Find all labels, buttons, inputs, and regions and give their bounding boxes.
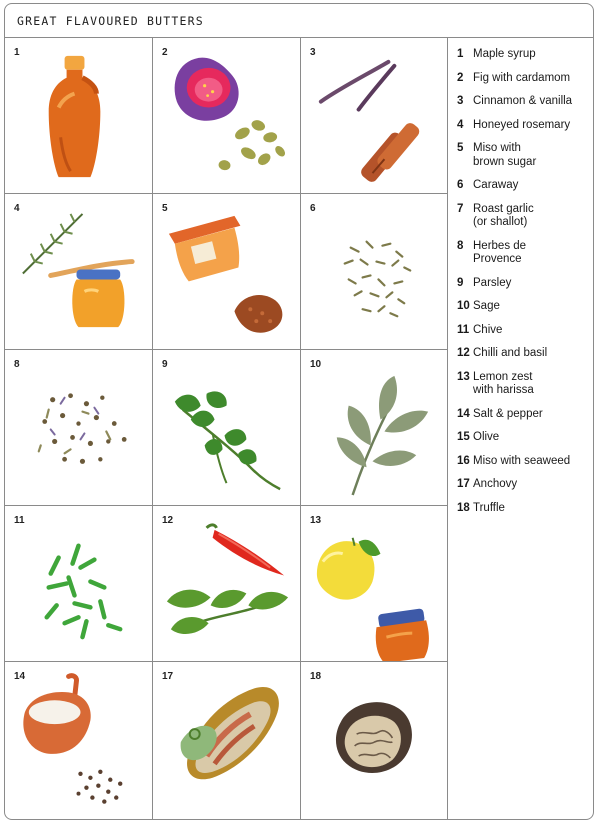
cell-number: 4 xyxy=(14,203,20,214)
legend-item xyxy=(457,408,593,422)
legend-number: 2 xyxy=(457,71,464,84)
legend-item xyxy=(457,72,593,86)
truffle-icon xyxy=(301,662,447,820)
grid-cell-3 xyxy=(301,38,448,194)
grid-cell-4 xyxy=(5,194,153,350)
legend-number: 5 xyxy=(457,142,464,154)
legend-item xyxy=(457,179,593,193)
grid-cell-11 xyxy=(5,506,153,662)
legend-number: 4 xyxy=(457,118,464,131)
legend-item xyxy=(457,119,593,133)
legend-label: Truffle xyxy=(473,501,505,514)
grid-cell-8 xyxy=(5,350,153,506)
legend-label: Maple syrup xyxy=(473,48,536,60)
legend-item xyxy=(457,142,593,169)
chilli-basil-icon xyxy=(153,506,300,661)
legend-label: Herbes de Provence xyxy=(473,239,527,265)
cell-number: 6 xyxy=(310,203,316,214)
legend-number: 18 xyxy=(457,501,470,514)
lemon-harissa-icon xyxy=(301,506,447,661)
legend-number: 7 xyxy=(457,202,464,215)
legend-item xyxy=(457,277,593,291)
cinnamon-vanilla-icon xyxy=(301,38,447,193)
legend-number: 14 xyxy=(457,407,470,420)
legend-number: 12 xyxy=(457,347,470,359)
cell-number: 8 xyxy=(14,359,20,370)
legend-number: 9 xyxy=(457,276,464,289)
cell-number: 12 xyxy=(162,515,174,526)
cell-number: 18 xyxy=(310,671,322,682)
legend-number: 13 xyxy=(457,370,470,383)
illustration-grid xyxy=(5,38,448,820)
legend-item xyxy=(457,203,593,230)
grid-cell-14 xyxy=(5,662,153,820)
legend-number: 8 xyxy=(457,239,464,252)
grid-cell-5 xyxy=(153,194,301,350)
cell-number: 9 xyxy=(162,359,168,370)
legend-label: Olive xyxy=(473,431,500,443)
legend-label: Anchovy xyxy=(473,478,518,490)
maple-syrup-bottle-icon xyxy=(5,38,152,193)
cell-number: 11 xyxy=(14,515,25,526)
legend-item xyxy=(457,240,593,267)
parsley-icon xyxy=(153,350,300,505)
legend-label: Sage xyxy=(473,300,500,312)
cell-number: 13 xyxy=(310,515,322,526)
legend-item xyxy=(457,478,593,492)
legend-label: Chilli and basil xyxy=(473,347,548,359)
grid-cell-13 xyxy=(301,506,448,662)
cell-number: 2 xyxy=(162,47,168,58)
legend-number: 15 xyxy=(457,431,470,443)
caraway-seeds-icon xyxy=(301,194,447,349)
fig-cardamom-icon xyxy=(153,38,300,193)
legend-label: Fig with cardamom xyxy=(473,71,571,84)
legend-item xyxy=(457,371,593,398)
legend xyxy=(457,48,593,525)
butters-chart-frame xyxy=(4,3,594,820)
legend-label: Salt & pepper xyxy=(473,407,543,420)
legend-number: 11 xyxy=(457,323,470,336)
title-bar xyxy=(5,4,593,38)
legend-number: 16 xyxy=(457,454,470,467)
legend-label: Honeyed rosemary xyxy=(473,118,571,131)
legend-label: Caraway xyxy=(473,179,519,191)
grid-cell-18 xyxy=(301,662,448,820)
grid-cell-10 xyxy=(301,350,448,506)
cell-number: 1 xyxy=(14,47,20,58)
legend-item xyxy=(457,502,593,516)
legend-item xyxy=(457,324,593,338)
cell-number: 3 xyxy=(310,47,316,58)
legend-label: Cinnamon & vanilla xyxy=(473,95,573,107)
legend-label: Lemon zest with harissa xyxy=(473,370,534,396)
salt-pepper-icon xyxy=(5,662,152,820)
page-title: GREAT FLAVOURED BUTTERS xyxy=(17,14,204,28)
anchovy-tin-icon xyxy=(153,662,300,820)
cell-number: 5 xyxy=(162,203,168,214)
grid-cell-1 xyxy=(5,38,153,194)
grid-cell-2 xyxy=(153,38,301,194)
rosemary-honey-icon xyxy=(5,194,152,349)
miso-brown-sugar-icon xyxy=(153,194,300,349)
legend-item xyxy=(457,48,593,62)
legend-item xyxy=(457,455,593,469)
cell-number: 14 xyxy=(14,671,26,682)
grid-cell-9 xyxy=(153,350,301,506)
grid-cell-6 xyxy=(301,194,448,350)
legend-label: Parsley xyxy=(473,276,512,289)
herbes-de-provence-icon xyxy=(5,350,152,505)
legend-number: 1 xyxy=(457,48,464,60)
legend-item xyxy=(457,95,593,109)
legend-label: Chive xyxy=(473,323,503,336)
legend-label: Miso with brown sugar xyxy=(473,142,537,168)
cell-number: 17 xyxy=(162,671,174,682)
sage-icon xyxy=(301,350,447,505)
legend-label: Miso with seaweed xyxy=(473,454,571,467)
legend-number: 10 xyxy=(457,300,470,312)
chive-icon xyxy=(5,506,152,661)
legend-number: 17 xyxy=(457,478,470,490)
cell-number: 10 xyxy=(310,359,322,370)
grid-cell-12 xyxy=(153,506,301,662)
legend-item xyxy=(457,347,593,361)
grid-cell-17 xyxy=(153,662,301,820)
legend-item xyxy=(457,300,593,314)
legend-number: 6 xyxy=(457,179,464,191)
legend-number: 3 xyxy=(457,95,464,107)
legend-item xyxy=(457,431,593,445)
legend-label: Roast garlic (or shallot) xyxy=(473,202,534,228)
